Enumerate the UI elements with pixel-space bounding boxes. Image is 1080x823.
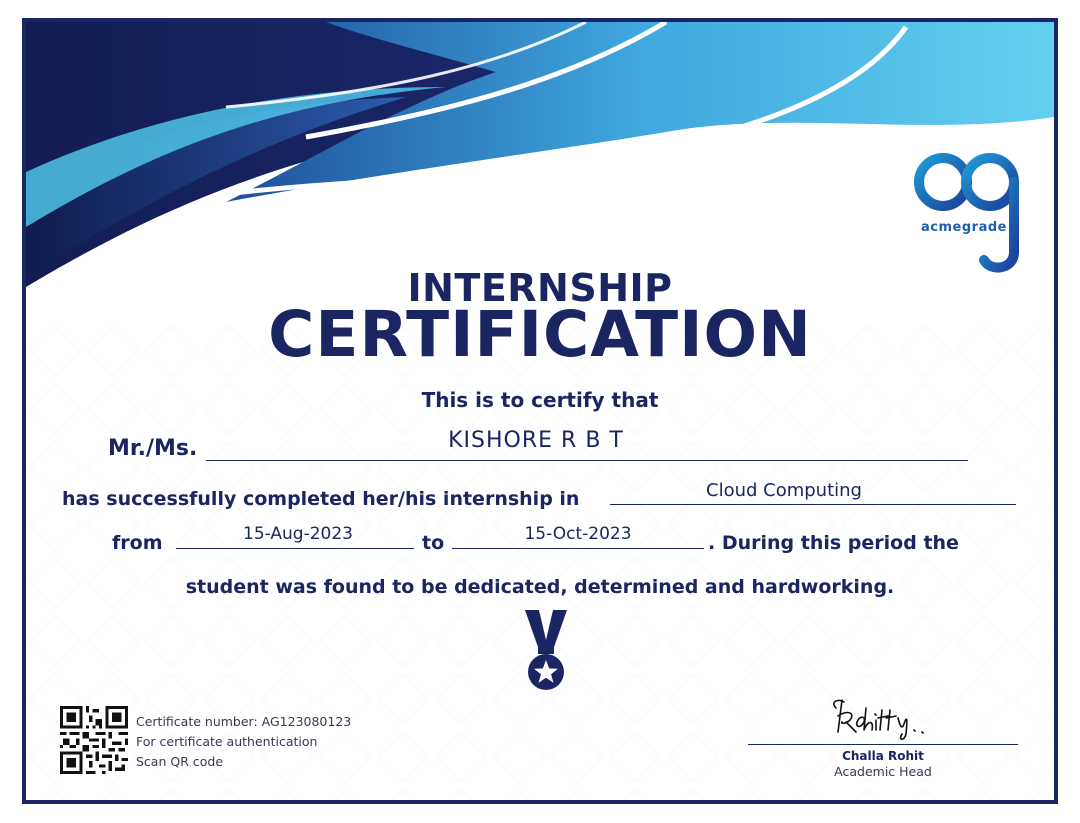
from-underline: [176, 548, 414, 549]
salutation: Mr./Ms.: [108, 436, 198, 461]
period-text: . During this period the: [708, 532, 959, 554]
certificate-frame: [22, 18, 1058, 804]
certify-intro: This is to certify that: [421, 388, 659, 412]
to-label: to: [422, 532, 445, 554]
qr-code-icon[interactable]: [60, 706, 128, 774]
name-underline: [206, 460, 968, 461]
completed-text: has successfully completed her/his internship in: [62, 488, 580, 510]
authentication-note: For certificate authentication: [136, 734, 318, 749]
from-label: from: [112, 532, 163, 554]
signature-line: [748, 744, 1018, 745]
title-internship: INTERNSHIP: [407, 266, 673, 310]
from-date: 15-Aug-2023: [243, 524, 353, 544]
domain-underline: [610, 504, 1016, 505]
brand-name: acmegrade: [921, 220, 1007, 235]
to-underline: [452, 548, 704, 549]
internship-domain: Cloud Computing: [706, 480, 862, 501]
signatory-role: Academic Head: [834, 764, 932, 779]
scan-qr-note: Scan QR code: [136, 754, 224, 769]
medal-icon: [521, 610, 571, 692]
to-date: 15-Oct-2023: [524, 524, 632, 544]
recipient-name: KISHORE R B T: [448, 428, 624, 453]
certificate-number: Certificate number: AG123080123: [136, 714, 352, 729]
closing-statement: student was found to be dedicated, determined and hardworking.: [185, 576, 895, 598]
acmegrade-logo-icon: [910, 152, 1026, 274]
signatory-name: Challa Rohit: [842, 749, 924, 763]
signature-image: [822, 694, 952, 742]
certificate-info: [136, 712, 351, 772]
title-certification: CERTIFICATION: [268, 298, 812, 371]
